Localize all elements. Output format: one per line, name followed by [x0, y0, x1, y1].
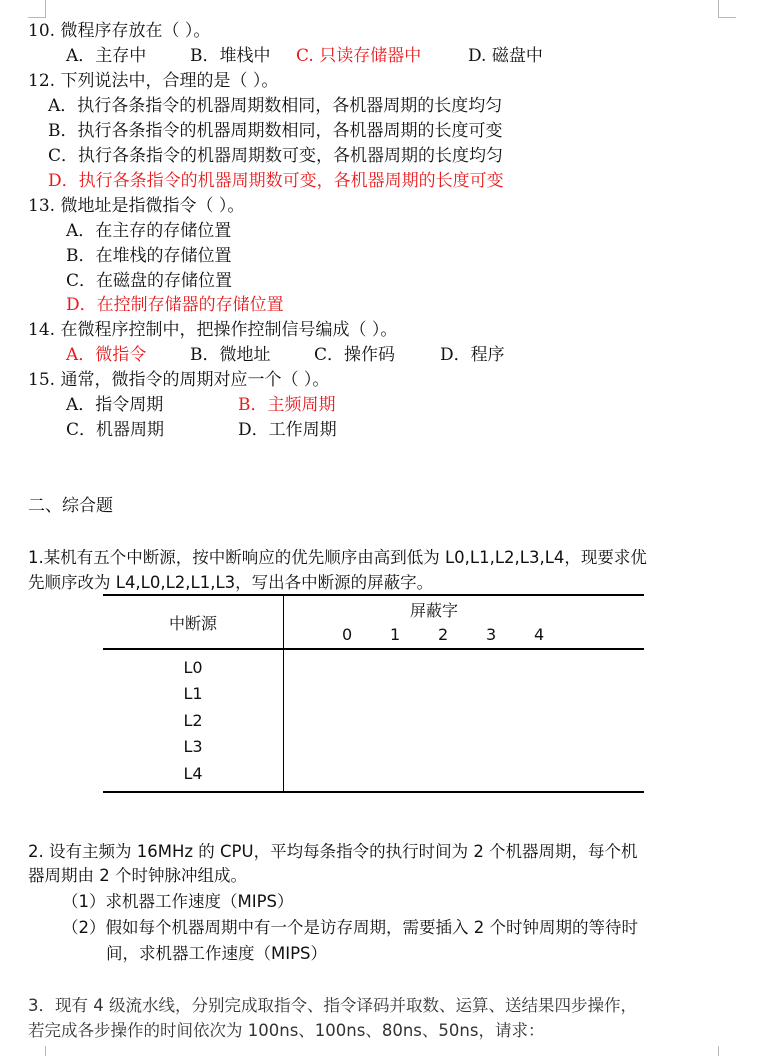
bit-label: 4 — [534, 625, 545, 644]
section-title: 二、综合题 — [28, 496, 113, 516]
p2-sub2-line1: （2）假如每个机器周期中有一个是访存周期，需要插入 2 个时钟周期的等待时 — [62, 918, 638, 937]
q14-option-a-answer: A．微指令 — [66, 345, 147, 365]
q10-option-a: A．主存中 — [66, 46, 147, 66]
bit-label: 0 — [342, 625, 353, 644]
p3-text-line1: 3．现有 4 级流水线，分别完成取指令、指令译码并取数、运算、送结果四步操作， — [28, 996, 637, 1015]
q12-stem: 12. 下列说法中，合理的是（ ）。 — [28, 71, 279, 91]
p3-text-line2: 若完成各步操作的时间依次为 100ns、100ns、80ns、50ns，请求： — [28, 1021, 545, 1040]
q15-option-c: C．机器周期 — [66, 420, 165, 440]
q10-option-b: B．堆栈中 — [190, 46, 271, 66]
col-header-mask — [284, 595, 645, 649]
mask-header-label: 屏蔽字 — [409, 601, 458, 620]
q13-option-a: A．在主存的存储位置 — [66, 221, 232, 241]
q12-option-d-answer: D．执行各条指令的机器周期数可变，各机器周期的长度可变 — [48, 171, 504, 191]
p2-text-line2: 器周期由 2 个时钟脉冲组成。 — [28, 866, 247, 885]
mask-word-table — [103, 594, 644, 793]
crop-mark-top-right-h — [718, 17, 736, 18]
table-row-source: L2 — [103, 707, 284, 734]
table-row-source: L4 — [103, 760, 284, 792]
table-row-mask-cell — [284, 681, 645, 708]
table-row-source: L3 — [103, 734, 284, 761]
q13-option-b: B．在堆栈的存储位置 — [66, 246, 232, 266]
q15-option-b-answer: B．主频周期 — [238, 395, 336, 415]
q13-option-c: C．在磁盘的存储位置 — [66, 271, 233, 291]
p1-text-line2: 先顺序改为 L4,L0,L2,L1,L3，写出各中断源的屏蔽字。 — [28, 573, 434, 592]
q13-stem: 13. 微地址是指微指令（ ）。 — [28, 196, 245, 216]
q10-option-d: D. 磁盘中 — [468, 46, 543, 66]
table-row-mask-cell — [284, 707, 645, 734]
q12-option-a: A．执行各条指令的机器周期数相同，各机器周期的长度均匀 — [48, 96, 503, 116]
q14-option-c: C．操作码 — [314, 345, 396, 365]
p2-text-line1: 2. 设有主频为 16MHz 的 CPU，平均每条指令的执行时间为 2 个机器周期，每个机 — [28, 842, 638, 861]
crop-mark-bottom-right-v — [718, 1046, 719, 1056]
p2-sub2-line2: 间，求机器工作速度（MIPS） — [106, 944, 328, 963]
q15-option-d: D．工作周期 — [238, 420, 337, 440]
crop-mark-top-right-v — [718, 0, 719, 17]
table-row-mask-cell — [284, 734, 645, 761]
q15-option-a: A．指令周期 — [66, 395, 164, 415]
table-row-source: L1 — [103, 681, 284, 708]
q10-stem: 10. 微程序存放在（ ）。 — [28, 21, 211, 41]
table-row-mask-cell — [284, 760, 645, 792]
q12-option-c: C．执行各条指令的机器周期数可变，各机器周期的长度均匀 — [48, 146, 504, 166]
crop-mark-bottom-left-v — [45, 1046, 46, 1056]
q15-stem: 15. 通常，微指令的周期对应一个（ ）。 — [28, 370, 330, 390]
table-row-mask-cell — [284, 649, 645, 681]
bit-label: 3 — [486, 625, 497, 644]
crop-mark-top-left-v — [45, 0, 46, 17]
table-row-source: L0 — [103, 649, 284, 681]
q13-option-d-answer: D．在控制存储器的存储位置 — [66, 295, 284, 315]
q10-option-c-answer: C. 只读存储器中 — [296, 46, 422, 66]
q14-option-b: B．微地址 — [190, 345, 271, 365]
p2-sub1: （1）求机器工作速度（MIPS） — [62, 892, 294, 911]
col-header-source: 中断源 — [103, 595, 284, 649]
bit-label: 1 — [390, 625, 401, 644]
mask-bit-labels — [284, 625, 644, 644]
q12-option-b: B．执行各条指令的机器周期数相同，各机器周期的长度可变 — [48, 121, 503, 141]
bit-label: 2 — [438, 625, 449, 644]
p1-text-line1: 1.某机有五个中断源，按中断响应的优先顺序由高到低为 L0,L1,L2,L3,L4，现要求优 — [28, 548, 647, 567]
q14-option-d: D．程序 — [440, 345, 505, 365]
q14-stem: 14. 在微程序控制中，把操作控制信号编成（ ）。 — [28, 320, 398, 340]
